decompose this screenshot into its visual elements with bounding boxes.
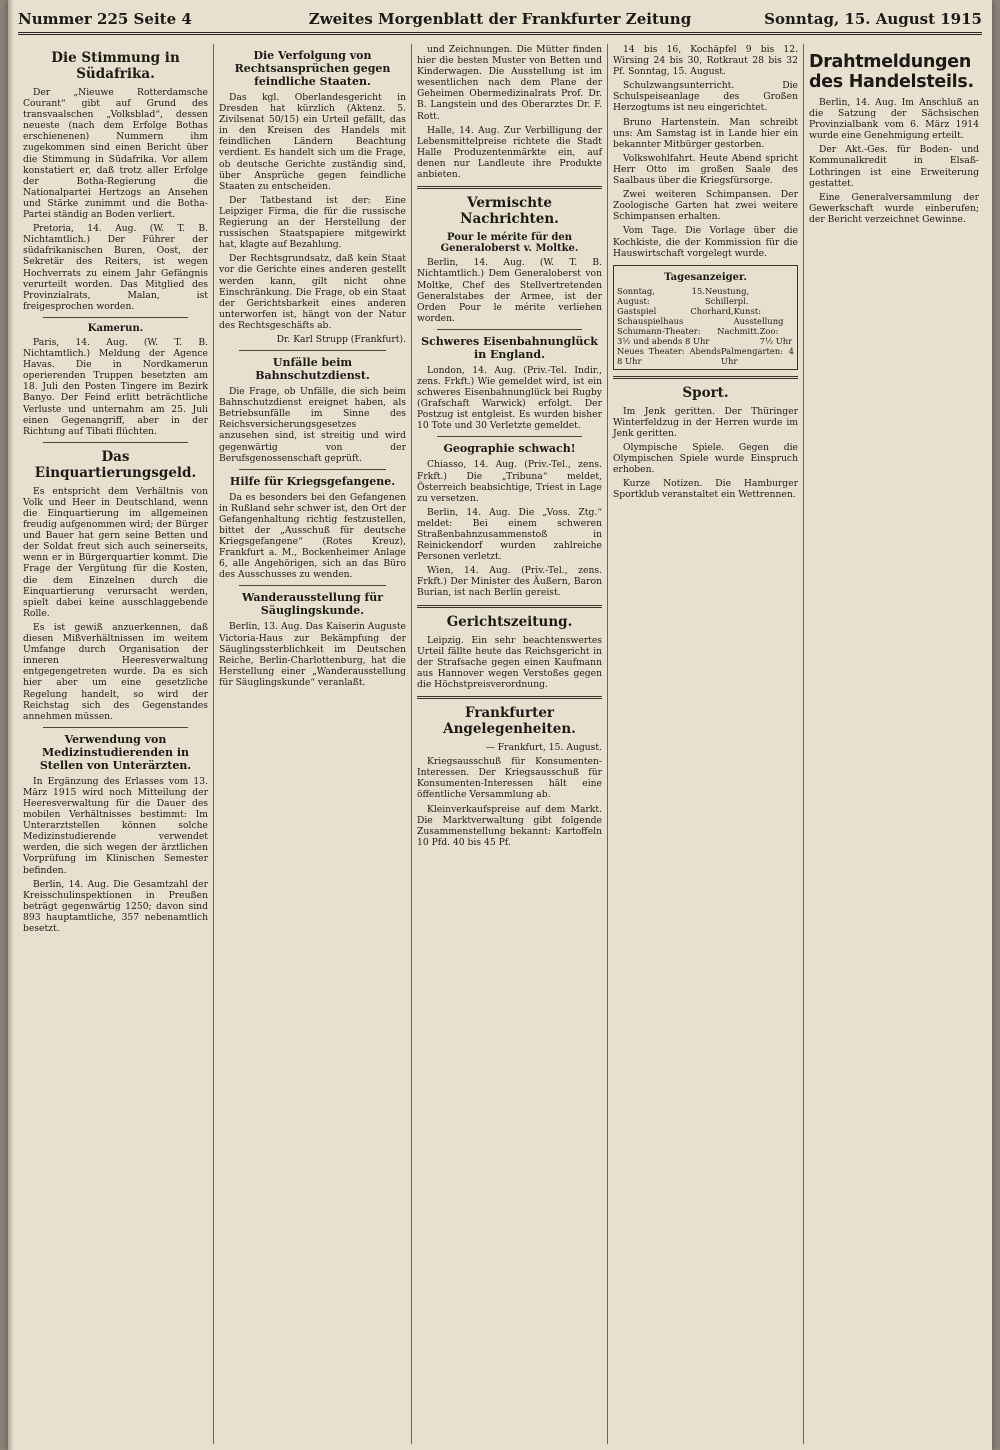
article-text: Die Frage, ob Unfälle, die sich beim Bahnschutzdienst ereignet haben, als Betriebsunfälle im Sinne des Reichsversicherungsgesetzes anzusehen sind, ist streitig und wird gegenwärtig von der Berufsgenossenschaft geprüft.: [219, 386, 406, 464]
article-title-eisenbahnunglueck: Schweres Eisenbahnunglück in England.: [421, 334, 598, 361]
section-title-drahtmeldungen: Drahtmeldungen des Handelsteils.: [809, 52, 974, 92]
header-date: Sonntag, 15. August 1915: [764, 10, 982, 28]
article-text: Berlin, 14. Aug. Die Gesamtzahl der Kreisschulinspektionen in Preußen beträgt gegenwärtig 1250; davon sind 893 hauptamtliche, 357 nebenamtlich besetzt.: [23, 878, 208, 934]
article-text: Halle, 14. Aug. Zur Verbilligung der Lebensmittelpreise richtete die Stadt Halle Produzentenmärkte ein, auf denen nur Landleute ihre Produkte anbieten.: [417, 124, 602, 181]
divider: [417, 186, 602, 189]
divider: [43, 317, 188, 318]
ad-cell: Schumann-Theater: Nachmitt. 3½ und abends 8 Uhr: [617, 325, 760, 346]
divider: [239, 469, 386, 470]
ad-row: [617, 286, 794, 306]
article-text: Bruno Hartenstein. Man schreibt uns: Am Samstag ist in Lande hier ein bekannter Mitbürger gestorben.: [613, 116, 798, 150]
article-title-rechtsansprueche: Die Verfolgung von Rechtsansprüchen gegen feindliche Staaten.: [234, 49, 391, 88]
ad-cell: Neues Theater: Abends 8 Uhr: [617, 345, 721, 366]
section-title-gerichtszeitung: Gerichtszeitung.: [446, 613, 573, 630]
article-text: Eine Generalversammlung der Gewerkschaft wurde einberufen; der Bericht verzeichnet Gewinne.: [809, 191, 979, 225]
article-text: Berlin, 14. Aug. Die „Voss. Ztg.“ meldet: Bei einem schweren Straßenbahnzusammenstoß in Reinickendorf wurden zahlreiche Personen verletzt.: [417, 506, 602, 563]
divider: [613, 376, 798, 379]
divider: [43, 727, 188, 728]
article-text: Kriegsausschuß für Konsumenten-Interessen. Der Kriegsausschuß für Konsumenten-Interessen hält eine öffentliche Versammlung ab.: [417, 756, 602, 801]
section-title-vermischte: Vermischte Nachrichten.: [460, 195, 559, 228]
article-text: In Ergänzung des Erlasses vom 13. März 1915 wird noch Mitteilung der Heeresverwaltung für die Dauer des mobilen Verhältnisses bestimmt: Im Unterarztstellen können solche Medizinstudierende verwendet werden, die sich wegen der ärztlichen Vorprüfung im Klinischen Semester befinden.: [23, 775, 208, 876]
article-title-bahnschutz: Unfälle beim Bahnschutzdienst.: [255, 356, 370, 383]
article-text: Im Jenk geritten. Der Thüringer Winterfeldzug in der Herren wurde im Jenk geritten.: [613, 405, 798, 439]
section-title-frankfurter: Frankfurter Angelegenheiten.: [443, 705, 576, 738]
article-text: Berlin, 14. Aug. (W. T. B. Nichtamtlich.) Dem Generaloberst von Moltke, Chef des Stellvertretenden Generalstabes der Armee, ist der Orden Pour le mérite verliehen worden.: [417, 257, 602, 324]
article-text: Zwei weiteren Schimpansen. Der Zoologische Garten hat zwei weitere Schimpansen erhalten.: [613, 189, 798, 223]
article-title-geographie: Geographie schwach!: [443, 442, 576, 456]
divider: [417, 605, 602, 608]
article-text: Der „Nieuwe Rotterdamsche Courant“ gibt auf Grund des transvaalschen „Volksblad“, dessen neueste (nach dem Erfolge Bothas erschienenen) Nummern ihm zugekommen sind einen Bericht über die Stimmung in Südafrika. Vor allem konstatiert er, daß trotz aller Erfolge der Botha-Regierung die Nationalpartei Hertzogs an Ansehen und Stärke zunimmt und die Botha-Partei ständig an Boden verliert.: [23, 87, 208, 221]
divider: [437, 436, 582, 437]
article-text: Der Rechtsgrundsatz, daß kein Staat vor die Gerichte eines anderen gestellt werden kann, gilt nicht ohne Einschränkung. Die Frage, ob ein Staat der Gerichtsbarkeit eines anderen unterworfen ist, hängt von der Natur des Rechtsgeschäfts ab.: [219, 253, 406, 331]
article-title-einquartierungsgeld: Das Einquartierungsgeld.: [34, 448, 197, 481]
ad-cell: Neustung, Schillerpl.: [704, 285, 750, 306]
article-text: Berlin, 13. Aug. Das Kaiserin Auguste Victoria-Haus zur Bekämpfung der Säuglingssterblichkeit im Deutschen Reiche, Berlin-Charlottenburg, hat die Herstellung einer „Wanderausstellung für Säuglingskunde“ veranlaßt.: [219, 621, 406, 688]
article-title-kriegsgefangene: Hilfe für Kriegsgefangene.: [229, 474, 396, 488]
article-text: Wien, 14. Aug. (Priv.-Tel., zens. Frkft.) Der Minister des Äußern, Baron Burian, ist nach Berlin gereist.: [417, 565, 602, 599]
header-masthead: Zweites Morgenblatt der Frankfurter Zeitung: [308, 10, 692, 28]
article-text: Der Tatbestand ist der: Eine Leipziger Firma, die für die russische Regierung an der Herstellung der russischen Staatspapiere mitgewirkt hat, klagte auf Bezahlung.: [219, 194, 406, 251]
article-text: und Zeichnungen. Die Mütter finden hier die besten Muster von Betten und Kinderwagen. Die Ausstellung ist im wesentlichen nach dem Plane der Geheimen Obermedizinalrats Prof. Dr. B. Langstein und des Oberarztes Dr. F. Rott.: [417, 44, 602, 122]
ad-cell: Kunst: Ausstellung: [733, 305, 784, 326]
article-text: Pretoria, 14. Aug. (W. T. B. Nichtamtlich.) Der Führer der südafrikanischen Buren, Oost, der Sekretär des Reiters, ist wegen Hochverrats zu einem Jahr Gefängnis verurteilt worden. Das Mitglied des Provinzialrats, Malan, ist freigesprochen worden.: [23, 223, 208, 312]
divider: [239, 350, 386, 351]
ad-cell: Zoo: 7½ Uhr: [759, 325, 793, 346]
article-text: Leipzig. Ein sehr beachtenswertes Urteil fällte heute das Reichsgericht in der Strafsache gegen einen Kaufmann aus Hannover wegen Verstoßes gegen die Höchstpreisverordnung.: [417, 634, 602, 690]
ad-cell: Palmengarten: 4 Uhr: [720, 345, 794, 366]
page-fold-shadow: [8, 0, 14, 1450]
article-text: Chiasso, 14. Aug. (Priv.-Tel., zens. Frkft.) Die „Tribuna“ meldet, Österreich beabsichtige, Triest in Lage zu versetzen.: [417, 459, 602, 504]
divider: [239, 585, 386, 586]
article-text: Der Akt.-Ges. für Boden- und Kommunalkredit in Elsaß-Lothringen ist eine Erweiterung gestattet.: [809, 144, 979, 189]
tagesanzeiger-title: Tagesanzeiger.: [664, 271, 747, 283]
article-text: Kleinverkaufspreise auf dem Markt. Die Marktverwaltung gibt folgende Zusammenstellung bekannt: Kartoffeln 10 Pfd. 40 bis 45 Pf.: [417, 803, 602, 848]
article-text: Volkswohlfahrt. Heute Abend spricht Herr Otto im großen Saale des Saalbaus über die Kriegsfürsorge.: [613, 152, 798, 187]
article-text: Es entspricht dem Verhältnis von Volk und Heer in Deutschland, wenn die Einquartierung im allgemeinen freudig aufgenommen wird; der Bürger und Bauer hat gern seine Betten und der Soldat freut sich auch seinerseits, wenn er in Bürgerquartier kommt. Die Frage der Vergütung für die Kosten, die dem Einzelnen durch die Einquartierung verursacht werden, spielt dabei keine ausschlaggebende Rolle.: [23, 485, 208, 619]
article-title-medizinstudierende: Verwendung von Medizinstudierenden in Stellen von Unterärzten.: [39, 732, 192, 772]
article-title-suedafrika: Die Stimmung in Südafrika.: [51, 50, 180, 82]
article-text: Paris, 14. Aug. (W. T. B. Nichtamtlich.) Meldung der Agence Havas. Die in Nordkamerun operierenden Truppen besetzten am 18. Juli den Posten Tingere im Bezirk Banyo. Der Feind erlitt beträchtliche Verluste und unternahm am 25. Juli einen Gegenangriff, aber in der Richtung auf Tibati flüchten.: [23, 336, 208, 437]
section-title-sport: Sport.: [682, 384, 729, 401]
column-4: [608, 44, 804, 1444]
divider: [417, 696, 602, 699]
ad-cell: Gastspiel Chorhard, Schauspielhaus: [617, 305, 734, 326]
ad-cell: Sonntag, 15. August:: [617, 285, 705, 306]
article-text: Kurze Notizen. Die Hamburger Sportklub veranstaltet ein Wettrennen.: [613, 478, 798, 501]
newspaper-page: [8, 0, 992, 1450]
dateline: — Frankfurt, 15. August.: [485, 742, 602, 754]
ad-row: [617, 326, 794, 346]
article-text: Berlin, 14. Aug. Im Anschluß an die Satzung der Sächsischen Provinzialbank vom 6. März 1914 wurde eine Genehmigung erteilt.: [809, 97, 979, 142]
article-text: London, 14. Aug. (Priv.-Tel. Indir., zens. Frkft.) Wie gemeldet wird, ist ein schweres Eisenbahnunglück bei Rugby (Grafschaft Warwick) erfolgt. Der Postzug ist entgleist. Es wurden bisher 10 Tote und 30 Verletzte gemeldet.: [417, 364, 602, 432]
article-text: Es ist gewiß anzuerkennen, daß diesen Mißverhältnissen im weitem Umfange durch Organisation der inneren Heeresverwaltung entgegengetreten wurde. Da es sich hier aber um eine gesetzliche Regelung handelt, so wird der Reichstag sich des Gegenstandes annehmen müssen.: [23, 621, 208, 722]
section-title-kamerun: Kamerun.: [87, 322, 144, 334]
article-text: Da es besonders bei den Gefangenen in Rußland sehr schwer ist, den Ort der Gefangenhaltung richtig festzustellen, bittet der „Ausschuß für deutsche Kriegsgefangene“ (Rotes Kreuz), Frankfurt a. M., Bockenheimer Anlage 6, alle Angehörigen, sich an das Büro des Ausschusses zu wenden.: [219, 491, 406, 581]
article-text: Das kgl. Oberlandesgericht in Dresden hat kürzlich (Aktenz. 5. Zivilsenat 50/15) ein Urteil gefällt, das in den Kreisen des Handels mit feindlichen Ländern Beachtung verdient. Es handelt sich um die Frage, ob deutsche Gerichte zuständig sind, über Ansprüche gegen feindliche Staaten zu entscheiden.: [219, 92, 406, 192]
article-text: Olympische Spiele. Gegen die Olympischen Spiele wurde Einspruch erhoben.: [613, 441, 798, 476]
article-text: 14 bis 16, Kochäpfel 9 bis 12. Wirsing 24 bis 30, Rotkraut 28 bis 32 Pf. Sonntag, 15. August.: [613, 44, 798, 78]
ad-row: [617, 306, 794, 326]
column-3: [412, 44, 608, 1444]
divider: [43, 442, 188, 443]
article-title-saeuglingskunde: Wanderausstellung für Säuglingskunde.: [242, 591, 383, 618]
column-5: [804, 44, 984, 1444]
tagesanzeiger-box: [613, 265, 798, 370]
column-1: [18, 44, 214, 1444]
article-author: Dr. Karl Strupp (Frankfurt).: [276, 333, 406, 345]
article-text: Vom Tage. Die Vorlage über die Kochkiste, die der Kommission für die Hauswirtschaft vorgelegt wurde.: [613, 225, 798, 259]
ad-row: [617, 346, 794, 366]
page-header: [18, 6, 982, 35]
column-2: [214, 44, 412, 1444]
article-text: Schulzwangsunterricht. Die Schulspeiseanlage des Großen Herzogtums ist neu eingerichtet.: [613, 80, 798, 114]
header-page-number: Nummer 225 Seite 4: [18, 10, 192, 28]
subhead-moltke: Pour le mérite für den Generaloberst v. Moltke.: [440, 232, 579, 255]
divider: [437, 329, 582, 330]
